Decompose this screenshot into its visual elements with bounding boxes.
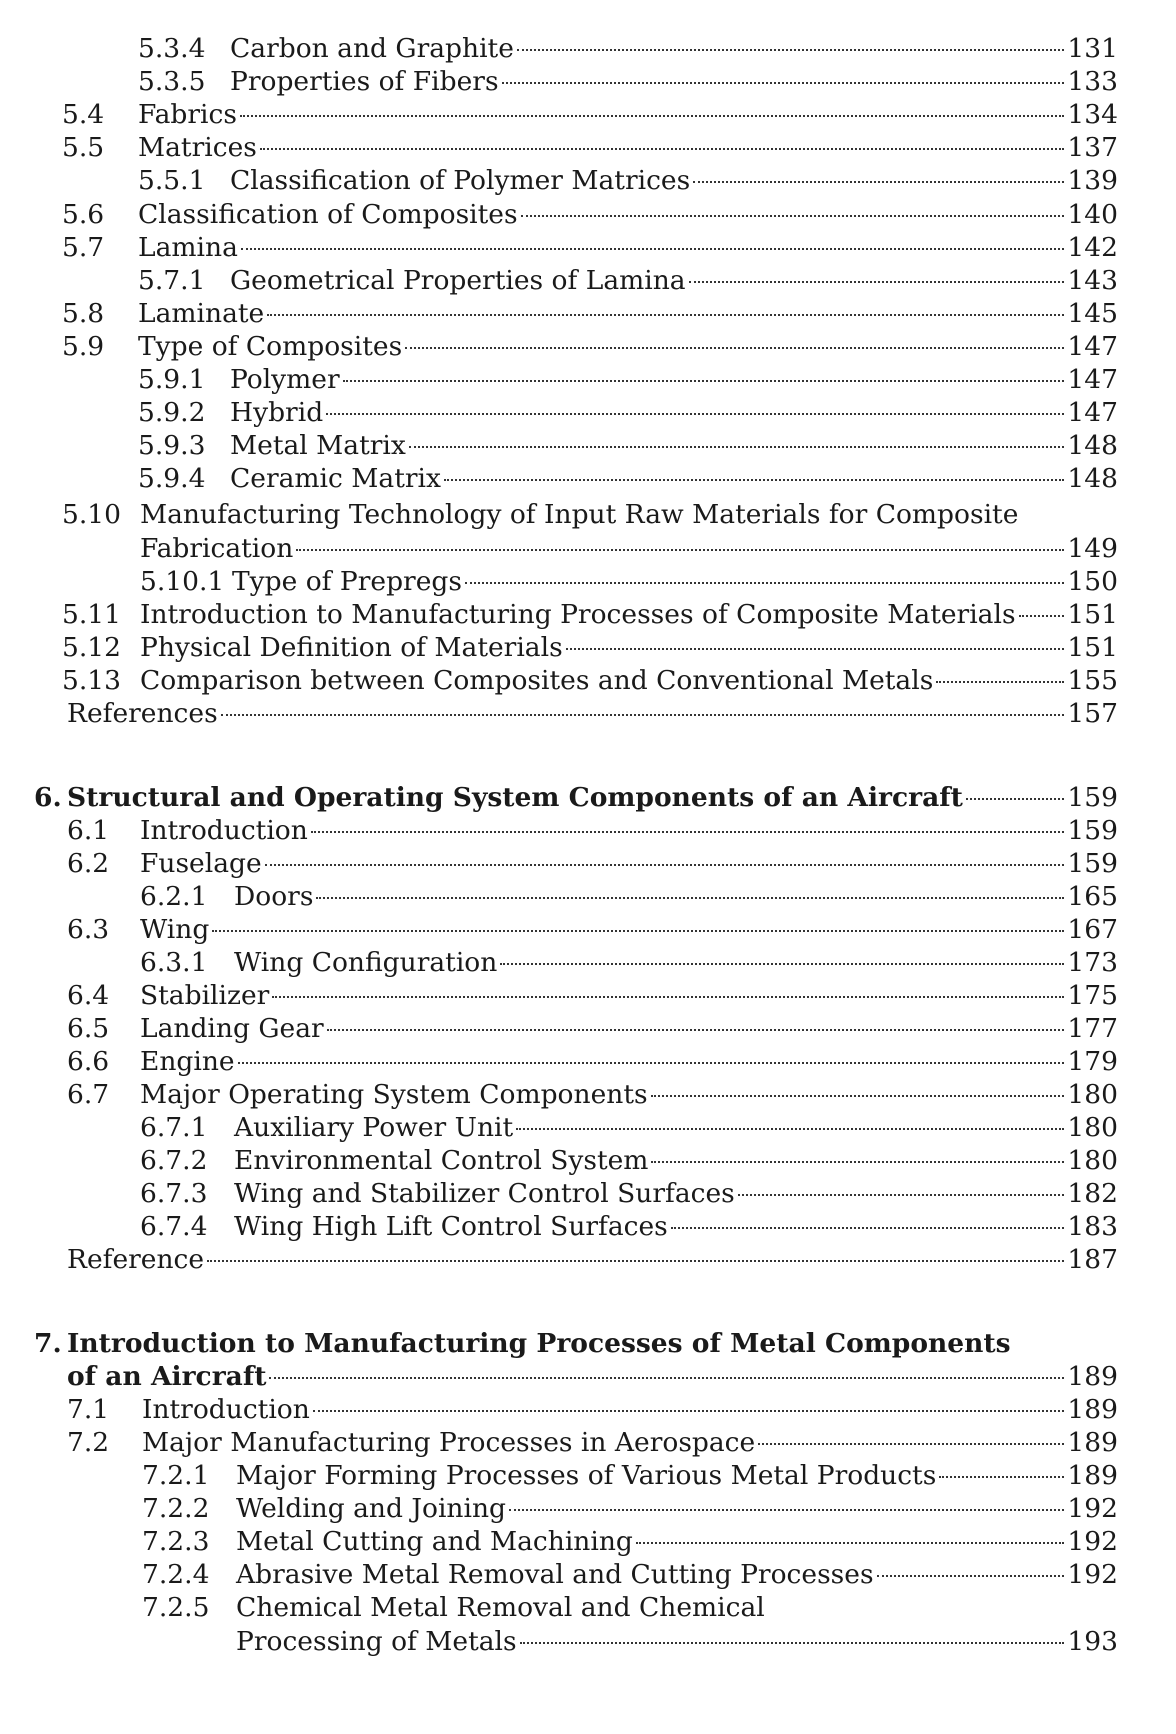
toc-title: Stabilizer (140, 980, 270, 1011)
toc-entry (140, 565, 1118, 599)
dot-leader (316, 896, 1064, 899)
toc-title: Classification of Polymer Matrices (230, 165, 691, 196)
toc-page-number: 151 (1067, 632, 1118, 663)
toc-page-number: 133 (1067, 66, 1118, 97)
toc-page-number: 187 (1067, 1244, 1118, 1275)
toc-page-number: 177 (1067, 1013, 1118, 1044)
toc-title: Fabrics (138, 99, 237, 130)
dot-leader (405, 346, 1064, 349)
toc-entry (236, 1625, 1118, 1659)
toc-section-number: 6.2.1 (140, 881, 208, 912)
toc-title: Environmental Control System (234, 1145, 649, 1176)
toc-entry (62, 664, 1118, 698)
toc-title: Introduction to Manufacturing Processes of Composite Materials (140, 599, 1016, 630)
toc-section-number: 7.2.5 (142, 1592, 210, 1623)
toc-section-number: 6.7.2 (140, 1145, 208, 1176)
toc-entry (140, 1210, 1118, 1244)
dot-leader (221, 713, 1065, 716)
toc-entry (142, 1591, 1118, 1625)
toc-section-number: 6.7.1 (140, 1112, 208, 1143)
toc-page-number: 145 (1067, 298, 1118, 329)
toc-page-number: 139 (1067, 165, 1118, 196)
toc-title: Matrices (138, 132, 257, 163)
toc-page-number: 140 (1067, 199, 1118, 230)
toc-entry (67, 1012, 1118, 1046)
toc-entry (140, 880, 1118, 914)
toc-title: Wing High Lift Control Surfaces (234, 1211, 668, 1242)
dot-leader (207, 1259, 1064, 1262)
dot-leader (1019, 614, 1065, 617)
toc-entry (62, 198, 1118, 232)
toc-section-number: 7.2.4 (142, 1559, 210, 1590)
toc-entry (140, 1111, 1118, 1145)
toc-title: Type of Prepregs (232, 566, 462, 597)
toc-section-number: 5.10.1 (140, 566, 225, 597)
toc-entry (62, 498, 1118, 532)
toc-page-number: 149 (1067, 533, 1118, 564)
toc-page-number: 147 (1067, 364, 1118, 395)
toc-section-number: 5.8 (62, 298, 105, 329)
toc-title: Lamina (138, 232, 238, 263)
toc-section-number: 7.2.1 (142, 1460, 210, 1491)
toc-section-number: 5.9.4 (138, 463, 206, 494)
toc-page-number: 180 (1067, 1145, 1118, 1176)
toc-page-number: 175 (1067, 980, 1118, 1011)
dot-leader (738, 1193, 1065, 1196)
toc-entry (138, 363, 1118, 397)
toc-entry (140, 532, 1118, 566)
toc-entry (67, 1393, 1118, 1427)
toc-page-number: 167 (1067, 914, 1118, 945)
toc-section-number: 7.2.3 (142, 1526, 210, 1557)
toc-entry (62, 297, 1118, 331)
toc-entry (67, 1045, 1118, 1079)
toc-page-number: 192 (1067, 1493, 1118, 1524)
toc-entry (34, 781, 1118, 815)
toc-entry (138, 164, 1118, 198)
toc-section-number: 5.9.2 (138, 397, 206, 428)
toc-entry (142, 1492, 1118, 1526)
toc-entry (142, 1558, 1118, 1592)
dot-leader (265, 863, 1065, 866)
toc-title: Abrasive Metal Removal and Cutting Processes (236, 1559, 874, 1590)
toc-entry (140, 1144, 1118, 1178)
toc-title: Metal Matrix (230, 430, 406, 461)
toc-entry (138, 429, 1118, 463)
toc-section-number: 6.3.1 (140, 947, 208, 978)
dot-leader (877, 1574, 1065, 1577)
toc-entry (62, 330, 1118, 364)
toc-entry (67, 913, 1118, 947)
toc-title: Introduction (142, 1394, 310, 1425)
toc-title: Properties of Fibers (230, 66, 499, 97)
toc-section-number: 5.9.1 (138, 364, 206, 395)
toc-title: Wing and Stabilizer Control Surfaces (234, 1178, 735, 1209)
dot-leader (241, 247, 1065, 250)
dot-leader (343, 379, 1065, 382)
toc-title: Reference (67, 1244, 205, 1275)
toc-page-number: 157 (1067, 698, 1118, 729)
toc-page-number: 147 (1067, 331, 1118, 362)
toc-section-number: 5.7.1 (138, 265, 206, 296)
toc-title: References (67, 698, 218, 729)
dot-leader (521, 214, 1065, 217)
toc-section-number: 6.7.3 (140, 1178, 208, 1209)
toc-section-number: 5.4 (62, 99, 105, 130)
dot-leader (516, 1127, 1064, 1130)
dot-leader (936, 680, 1064, 683)
toc-page-number: 179 (1067, 1046, 1118, 1077)
dot-leader (313, 1409, 1065, 1412)
toc-title: Polymer (230, 364, 340, 395)
toc-title: Metal Cutting and Machining (236, 1526, 633, 1557)
toc-title: Fuselage (140, 848, 262, 879)
toc-page-number: 180 (1067, 1079, 1118, 1110)
toc-entry (142, 1459, 1118, 1493)
toc-section-number: 6.3 (67, 914, 110, 945)
toc-title: Physical Definition of Materials (140, 632, 563, 663)
toc-page-number: 147 (1067, 397, 1118, 428)
dot-leader (517, 48, 1065, 51)
toc-entry (138, 32, 1118, 66)
toc-title: Classification of Composites (138, 199, 518, 230)
toc-page-number: 150 (1067, 566, 1118, 597)
toc-section-number: 7. (34, 1328, 62, 1359)
dot-leader (651, 1094, 1065, 1097)
toc-entry (140, 1177, 1118, 1211)
toc-page-number: 183 (1067, 1211, 1118, 1242)
toc-title: Doors (234, 881, 314, 912)
dot-leader (269, 1376, 1064, 1379)
dot-leader (272, 995, 1064, 998)
toc-page-number: 148 (1067, 463, 1118, 494)
toc-title: Major Operating System Components (140, 1079, 648, 1110)
dot-leader (689, 280, 1065, 283)
toc-title: Introduction to Manufacturing Processes of Metal Components (67, 1328, 1011, 1359)
toc-section-number: 6. (34, 782, 62, 813)
toc-page-number: 189 (1067, 1427, 1118, 1458)
dot-leader (296, 548, 1064, 551)
toc-section-number: 5.3.5 (138, 66, 206, 97)
toc-title: Landing Gear (140, 1013, 324, 1044)
toc-title: Type of Composites (138, 331, 403, 362)
dot-leader (671, 1226, 1065, 1229)
toc-title: Wing Configuration (234, 947, 498, 978)
toc-entry (67, 1360, 1118, 1394)
toc-page-number: 159 (1067, 815, 1118, 846)
toc-section-number: 6.7.4 (140, 1211, 208, 1242)
toc-entry (67, 697, 1118, 731)
dot-leader (326, 412, 1064, 415)
dot-leader (966, 797, 1065, 800)
toc-entry (138, 462, 1118, 496)
toc-page-number: 189 (1067, 1460, 1118, 1491)
toc-title: Chemical Metal Removal and Chemical (236, 1592, 765, 1623)
dot-leader (212, 929, 1064, 932)
dot-leader (465, 581, 1064, 584)
toc-section-number: 7.2.2 (142, 1493, 210, 1524)
toc-page-number: 134 (1067, 99, 1118, 130)
dot-leader (758, 1442, 1064, 1445)
toc-entry (62, 231, 1118, 265)
toc-page-number: 182 (1067, 1178, 1118, 1209)
toc-entry (67, 847, 1118, 881)
toc-title: Structural and Operating System Components of an Aircraft (67, 782, 963, 813)
toc-section-number: 6.1 (67, 815, 110, 846)
toc-page-number: 192 (1067, 1526, 1118, 1557)
toc-title: Manufacturing Technology of Input Raw Materials for Composite (140, 499, 1019, 530)
dot-leader (240, 114, 1064, 117)
toc-section-number: 5.3.4 (138, 33, 206, 64)
toc-title: Major Forming Processes of Various Metal Products (236, 1460, 937, 1491)
toc-page-number: 165 (1067, 881, 1118, 912)
toc-entry (62, 131, 1118, 165)
toc-page-number: 143 (1067, 265, 1118, 296)
toc-entry (62, 631, 1118, 665)
dot-leader (409, 445, 1065, 448)
toc-page-number: 180 (1067, 1112, 1118, 1143)
toc-section-number: 7.2 (67, 1427, 110, 1458)
toc-page-number: 193 (1067, 1626, 1118, 1657)
dot-leader (566, 647, 1065, 650)
toc-title: Auxiliary Power Unit (234, 1112, 514, 1143)
toc-page-number: 159 (1067, 782, 1118, 813)
toc-title: Comparison between Composites and Conventional Metals (140, 665, 934, 696)
toc-entry (138, 264, 1118, 298)
toc-section-number: 6.4 (67, 980, 110, 1011)
toc-title: Carbon and Graphite (230, 33, 514, 64)
toc-page-number: 148 (1067, 430, 1118, 461)
toc-page-number: 142 (1067, 232, 1118, 263)
toc-entry (140, 946, 1118, 980)
toc-entry (67, 814, 1118, 848)
toc-page-number: 137 (1067, 132, 1118, 163)
toc-title: Hybrid (230, 397, 324, 428)
toc-section-number: 5.5 (62, 132, 105, 163)
toc-entry (67, 1426, 1118, 1460)
dot-leader (520, 1641, 1065, 1644)
dot-leader (260, 147, 1065, 150)
toc-section-number: 5.13 (62, 665, 122, 696)
toc-section-number: 5.11 (62, 599, 122, 630)
dot-leader (502, 81, 1065, 84)
toc-section-number: 6.7 (67, 1079, 110, 1110)
toc-page-number: 173 (1067, 947, 1118, 978)
dot-leader (311, 830, 1065, 833)
toc-section-number: 7.1 (67, 1394, 110, 1425)
dot-leader (444, 478, 1064, 481)
toc-title: of an Aircraft (67, 1361, 267, 1392)
dot-leader (238, 1061, 1065, 1064)
dot-leader (651, 1160, 1064, 1163)
toc-title: Geometrical Properties of Lamina (230, 265, 686, 296)
toc-title: Ceramic Matrix (230, 463, 441, 494)
toc-entry (67, 979, 1118, 1013)
dot-leader (500, 962, 1064, 965)
toc-section-number: 6.6 (67, 1046, 110, 1077)
toc-page-number: 155 (1067, 665, 1118, 696)
toc-entry (138, 65, 1118, 99)
dot-leader (939, 1475, 1064, 1478)
toc-title: Fabrication (140, 533, 294, 564)
toc-entry (34, 1327, 1118, 1361)
toc-section-number: 5.10 (62, 499, 122, 530)
toc-page-number: 192 (1067, 1559, 1118, 1590)
toc-page-number: 189 (1067, 1361, 1118, 1392)
toc-page-number: 131 (1067, 33, 1118, 64)
toc-section-number: 5.9.3 (138, 430, 206, 461)
toc-title: Engine (140, 1046, 235, 1077)
toc-section-number: 5.6 (62, 199, 105, 230)
toc-title: Processing of Metals (236, 1626, 517, 1657)
toc-entry (67, 1243, 1118, 1277)
toc-page-number: 159 (1067, 848, 1118, 879)
toc-entry (142, 1525, 1118, 1559)
toc-section-number: 5.5.1 (138, 165, 206, 196)
dot-leader (636, 1541, 1065, 1544)
toc-section-number: 6.5 (67, 1013, 110, 1044)
toc-page-number: 189 (1067, 1394, 1118, 1425)
dot-leader (693, 180, 1064, 183)
toc-entry (62, 598, 1118, 632)
toc-entry (138, 396, 1118, 430)
toc-section-number: 5.9 (62, 331, 105, 362)
toc-page-number: 151 (1067, 599, 1118, 630)
toc-title: Welding and Joining (236, 1493, 507, 1524)
toc-title: Wing (140, 914, 210, 945)
toc-section-number: 5.12 (62, 632, 122, 663)
toc-entry (62, 98, 1118, 132)
toc-title: Major Manufacturing Processes in Aerospace (142, 1427, 756, 1458)
toc-entry (67, 1078, 1118, 1112)
dot-leader (267, 313, 1064, 316)
dot-leader (327, 1028, 1065, 1031)
toc-title: Introduction (140, 815, 308, 846)
toc-title: Laminate (138, 298, 265, 329)
toc-section-number: 5.7 (62, 232, 105, 263)
toc-section-number: 6.2 (67, 848, 110, 879)
dot-leader (509, 1508, 1064, 1511)
